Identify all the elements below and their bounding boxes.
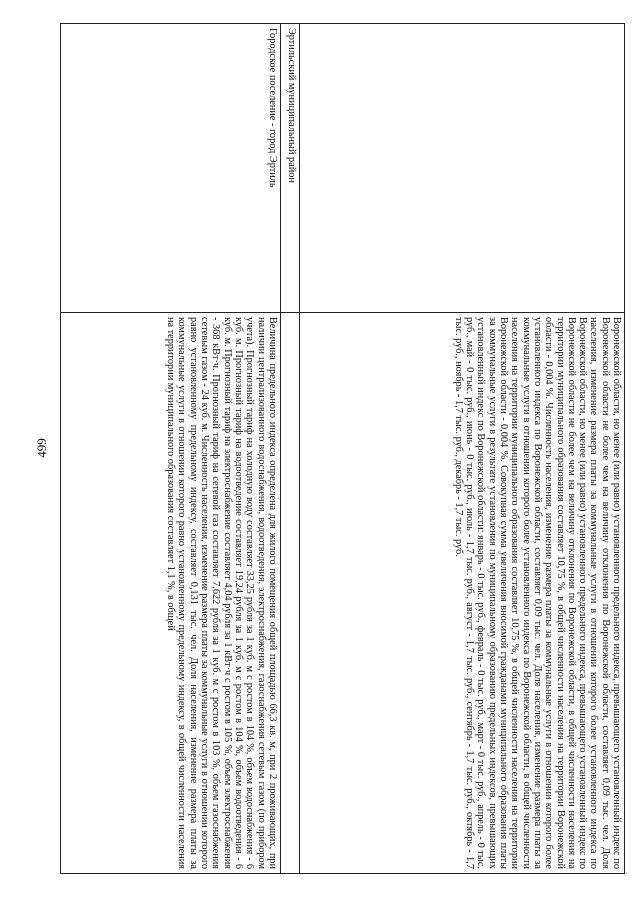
table-row <box>61 24 281 874</box>
section-empty-cell <box>280 313 299 874</box>
description-cell: Величина предельного индекса определена для жилого помещения общей площадью 66,3 кв. м, при 2 проживающих, при наличии централизованного водоснабжения, водоотведения, электроснабжения, газоснабжения сетевым газом (по прибором учета). Прогнозный тариф на холодную воду составляет 33,25 рубля за 1 куб. м с ростом в 104 %, объем водоснабжения - 6 куб. м. Прогнозный тариф на водоотведение составляет 19,24 рубля за 1 куб. м с ростом в 104 %, объем водоотведения - 6 куб. м. Прогнозный тариф на электроснабжение составляет 4,04 рубля за 1 кВт·ч с ростом в 105 %, объем электроснабжения - 368 кВт·ч. Прогнозный тариф на сетевой газ составляет 7,622 рубля за 1 куб. м с ростом в 103 %, объем газоснабжения сетевым газом - 24 куб. м. Численность населения, изменение размера платы за коммунальные услуги в отношении которого равно установленному предельному индексу, составляет 0,131 тыс. чел. Доля населения, изменение размера платы за коммунальные услуги в отношении которого равно установленному предельному индексу, в общей численности населения на территории муниципального образования составляет 1,1 %, в общей <box>61 313 281 874</box>
document-table <box>60 23 625 874</box>
municipality-cell: Городское поселение - город Эртиль <box>61 24 281 313</box>
rotated-table-wrapper <box>60 23 625 874</box>
description-cell: Воронежской области, но менее (или равно) установленного предельного индекса, превышающего установленный индекс по Воронежской области не более чем на величину отклонения по Воронежской области, составляет 0,09 тыс. чел. Доля населения, изменение размера платы за коммунальные услуги в отношении которого более установленного индекса по Воронежской области, но менее (или равно) установленного предельного индекса, превышающего установленный индекс по Воронежской области не более чем на величину отклонения по Воронежской области, в общей численности населения на территории муниципального образования составляет 10,75 %, в общей численности населения на территории Воронежской области - 0,004 %. Численность населения, изменение размера платы за коммунальные услуги в отношении которого более установленного индекса по Воронежской области, составляет 0,09 тыс. чел. Доля населения, изменение размера платы за коммунальные услуги в отношении которого более установленного индекса по Воронежской области, в общей численности населения на территории муниципального образования составляет 10,75 %, в общей численности населения на территории Воронежской области - 0,004 %. Совокупная сумма увеличения вносимой гражданами муниципального образования платы за коммунальные услуги в результате установления по муниципальному образованию предельных индексов, превышающих установленный индекс по Воронежской области: январь - 0 тыс. руб., февраль - 0 тыс. руб., март - 0 тыс. руб., апрель - 0 тыс. руб., май - 0 тыс. руб., июнь - 0 тыс. руб., июль - 1,7 тыс. руб., август - 1,7 тыс. руб., сентябрь - 1,7 тыс. руб., октябрь - 1,7 тыс. руб., ноябрь - 1,7 тыс. руб., декабрь - 1,7 тыс. руб. <box>299 313 624 874</box>
section-title: Эртильский муниципальный район <box>280 24 299 313</box>
table-row <box>299 24 624 874</box>
municipality-cell <box>299 24 624 313</box>
page-number: 499 <box>34 438 49 458</box>
section-row <box>280 24 299 874</box>
rotated-page-content <box>60 23 625 874</box>
